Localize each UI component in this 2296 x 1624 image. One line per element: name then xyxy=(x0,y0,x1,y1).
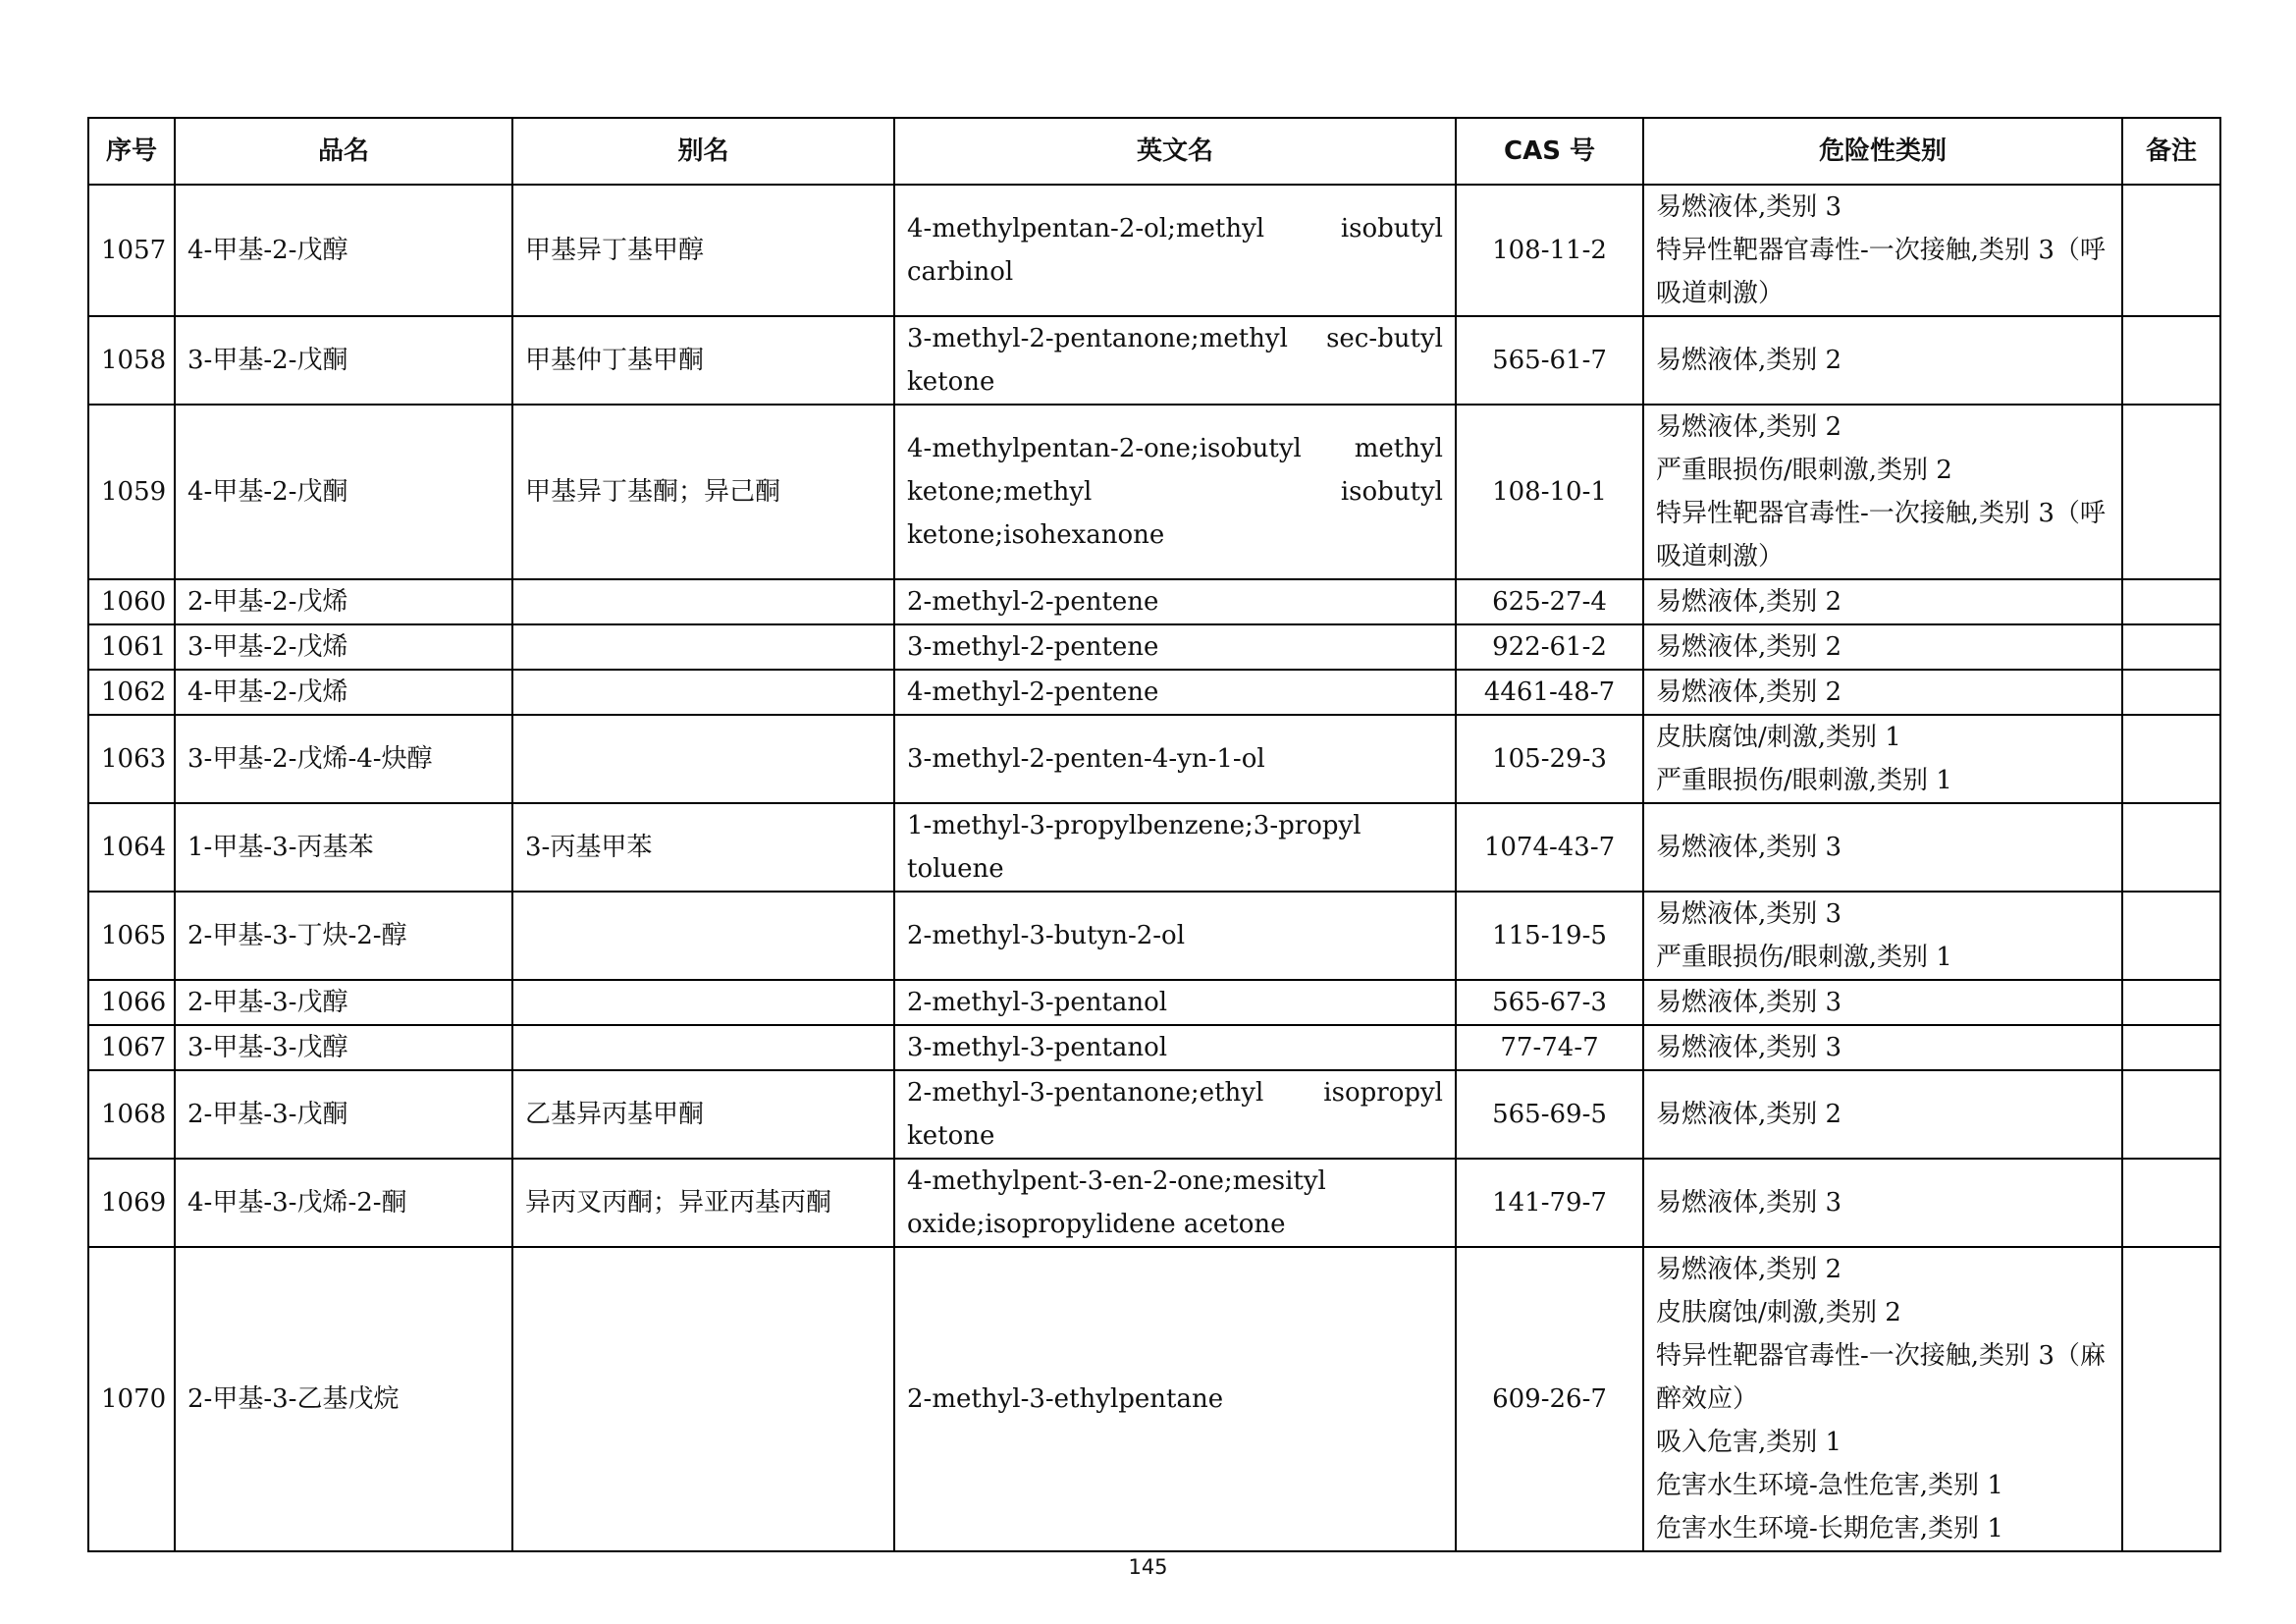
cell-cas: 1074-43-7 xyxy=(1456,803,1643,892)
cell-name: 3-甲基-3-戊醇 xyxy=(175,1025,512,1070)
cell-english: 3-methyl-3-pentanol xyxy=(894,1025,1456,1070)
hazard-line: 易燃液体,类别 3 xyxy=(1656,1033,1842,1062)
cell-hazard xyxy=(1643,670,2122,715)
cell-hazard xyxy=(1643,892,2122,980)
table-row xyxy=(88,1247,2220,1551)
cell-hazard xyxy=(1643,579,2122,624)
hazard-line: 危害水生环境-长期危害,类别 1 xyxy=(1656,1514,2003,1543)
cell-cas: 108-11-2 xyxy=(1456,185,1643,316)
cell-remark xyxy=(2122,980,2220,1025)
cell-name: 2-甲基-3-丁炔-2-醇 xyxy=(175,892,512,980)
cell-cas: 77-74-7 xyxy=(1456,1025,1643,1070)
cell-alias: 甲基仲丁基甲酮 xyxy=(512,316,894,405)
cell-english: 3-methyl-2-penten-4-yn-1-ol xyxy=(894,715,1456,803)
header-cas: CAS 号 xyxy=(1456,118,1643,185)
hazard-line: 严重眼损伤/眼刺激,类别 1 xyxy=(1656,943,1952,972)
hazard-line: 易燃液体,类别 3 xyxy=(1656,1188,1842,1218)
hazard-line: 皮肤腐蚀/刺激,类别 1 xyxy=(1656,723,1901,752)
cell-remark xyxy=(2122,1159,2220,1247)
cell-index: 1059 xyxy=(88,405,175,579)
cell-name: 4-甲基-2-戊醇 xyxy=(175,185,512,316)
cell-alias: 异丙叉丙酮；异亚丙基丙酮 xyxy=(512,1159,894,1247)
header-name: 品名 xyxy=(175,118,512,185)
header-remark: 备注 xyxy=(2122,118,2220,185)
hazard-line: 易燃液体,类别 3 xyxy=(1656,833,1842,862)
table-row xyxy=(88,1070,2220,1159)
cell-hazard xyxy=(1643,980,2122,1025)
cell-remark xyxy=(2122,1070,2220,1159)
hazard-line: 特异性靶器官毒性-一次接触,类别 3（麻醉效应） xyxy=(1656,1341,2106,1414)
cell-remark xyxy=(2122,1247,2220,1551)
cell-hazard xyxy=(1643,715,2122,803)
hazard-line: 严重眼损伤/眼刺激,类别 1 xyxy=(1656,766,1952,795)
cell-cas: 141-79-7 xyxy=(1456,1159,1643,1247)
cell-hazard xyxy=(1643,1159,2122,1247)
cell-cas: 565-67-3 xyxy=(1456,980,1643,1025)
table-row xyxy=(88,579,2220,624)
cell-english: 2-methyl-2-pentene xyxy=(894,579,1456,624)
cell-english: 4-methylpent-3-en-2-one;mesityl oxide;isopropylidene acetone xyxy=(894,1159,1456,1247)
cell-index: 1062 xyxy=(88,670,175,715)
cell-remark xyxy=(2122,185,2220,316)
cell-remark xyxy=(2122,715,2220,803)
cell-index: 1065 xyxy=(88,892,175,980)
hazard-line: 易燃液体,类别 2 xyxy=(1656,1100,1842,1129)
hazard-line: 易燃液体,类别 3 xyxy=(1656,988,1842,1017)
cell-cas: 115-19-5 xyxy=(1456,892,1643,980)
cell-alias xyxy=(512,1025,894,1070)
cell-index: 1063 xyxy=(88,715,175,803)
cell-hazard xyxy=(1643,1025,2122,1070)
cell-hazard xyxy=(1643,405,2122,579)
cell-remark xyxy=(2122,624,2220,670)
table-row xyxy=(88,185,2220,316)
cell-alias: 3-丙基甲苯 xyxy=(512,803,894,892)
cell-name: 2-甲基-3-戊酮 xyxy=(175,1070,512,1159)
cell-name: 4-甲基-3-戊烯-2-酮 xyxy=(175,1159,512,1247)
hazard-line: 易燃液体,类别 2 xyxy=(1656,677,1842,707)
table-row xyxy=(88,803,2220,892)
hazard-line: 严重眼损伤/眼刺激,类别 2 xyxy=(1656,456,1952,485)
cell-remark xyxy=(2122,316,2220,405)
cell-remark xyxy=(2122,892,2220,980)
cell-hazard xyxy=(1643,1070,2122,1159)
cell-index: 1058 xyxy=(88,316,175,405)
cell-hazard xyxy=(1643,624,2122,670)
hazard-line: 易燃液体,类别 3 xyxy=(1656,192,1842,222)
cell-name: 3-甲基-2-戊烯 xyxy=(175,624,512,670)
cell-alias xyxy=(512,670,894,715)
hazard-line: 易燃液体,类别 2 xyxy=(1656,1255,1842,1284)
cell-name: 2-甲基-3-戊醇 xyxy=(175,980,512,1025)
cell-alias xyxy=(512,980,894,1025)
cell-english: 4-methylpentan-2-ol;methyl isobutyl carbinol xyxy=(894,185,1456,316)
cell-english: 3-methyl-2-pentanone;methyl sec-butyl ketone xyxy=(894,316,1456,405)
cell-remark xyxy=(2122,405,2220,579)
cell-remark xyxy=(2122,1025,2220,1070)
cell-index: 1057 xyxy=(88,185,175,316)
cell-cas: 108-10-1 xyxy=(1456,405,1643,579)
cell-name: 2-甲基-2-戊烯 xyxy=(175,579,512,624)
table-row xyxy=(88,316,2220,405)
cell-index: 1066 xyxy=(88,980,175,1025)
cell-index: 1068 xyxy=(88,1070,175,1159)
page-number: 145 xyxy=(1128,1555,1168,1579)
cell-cas: 565-69-5 xyxy=(1456,1070,1643,1159)
cell-alias: 甲基异丁基酮；异己酮 xyxy=(512,405,894,579)
cell-english: 2-methyl-3-pentanone;ethyl isopropyl ketone xyxy=(894,1070,1456,1159)
cell-cas: 922-61-2 xyxy=(1456,624,1643,670)
cell-cas: 625-27-4 xyxy=(1456,579,1643,624)
cell-english: 4-methylpentan-2-one;isobutyl methyl ketone;methyl isobutyl ketone;isohexanone xyxy=(894,405,1456,579)
hazard-line: 易燃液体,类别 2 xyxy=(1656,632,1842,662)
hazard-line: 易燃液体,类别 3 xyxy=(1656,899,1842,929)
table-row xyxy=(88,405,2220,579)
cell-cas: 565-61-7 xyxy=(1456,316,1643,405)
table-row xyxy=(88,715,2220,803)
cell-cas: 4461-48-7 xyxy=(1456,670,1643,715)
header-row xyxy=(88,118,2220,185)
cell-index: 1070 xyxy=(88,1247,175,1551)
cell-alias xyxy=(512,1247,894,1551)
cell-cas: 105-29-3 xyxy=(1456,715,1643,803)
cell-alias xyxy=(512,892,894,980)
header-index: 序号 xyxy=(88,118,175,185)
cell-cas: 609-26-7 xyxy=(1456,1247,1643,1551)
table-row xyxy=(88,670,2220,715)
cell-english: 4-methyl-2-pentene xyxy=(894,670,1456,715)
cell-alias: 甲基异丁基甲醇 xyxy=(512,185,894,316)
header-alias: 别名 xyxy=(512,118,894,185)
cell-remark xyxy=(2122,803,2220,892)
cell-remark xyxy=(2122,579,2220,624)
cell-alias: 乙基异丙基甲酮 xyxy=(512,1070,894,1159)
cell-english: 1-methyl-3-propylbenzene;3-propyl toluene xyxy=(894,803,1456,892)
hazard-line: 特异性靶器官毒性-一次接触,类别 3（呼吸道刺激） xyxy=(1656,236,2106,308)
hazard-line: 易燃液体,类别 2 xyxy=(1656,587,1842,617)
cell-remark xyxy=(2122,670,2220,715)
cell-index: 1060 xyxy=(88,579,175,624)
table-body xyxy=(88,185,2220,1551)
cell-alias xyxy=(512,624,894,670)
cell-english: 2-methyl-3-ethylpentane xyxy=(894,1247,1456,1551)
table-row xyxy=(88,1025,2220,1070)
cell-name: 3-甲基-2-戊酮 xyxy=(175,316,512,405)
cell-alias xyxy=(512,579,894,624)
cell-name: 1-甲基-3-丙基苯 xyxy=(175,803,512,892)
cell-name: 4-甲基-2-戊酮 xyxy=(175,405,512,579)
cell-english: 3-methyl-2-pentene xyxy=(894,624,1456,670)
cell-hazard xyxy=(1643,316,2122,405)
chemical-table xyxy=(87,117,2221,1552)
cell-name: 4-甲基-2-戊烯 xyxy=(175,670,512,715)
table-row xyxy=(88,624,2220,670)
hazard-line: 易燃液体,类别 2 xyxy=(1656,412,1842,442)
cell-hazard xyxy=(1643,803,2122,892)
table-row xyxy=(88,980,2220,1025)
header-english: 英文名 xyxy=(894,118,1456,185)
cell-english: 2-methyl-3-butyn-2-ol xyxy=(894,892,1456,980)
hazard-line: 皮肤腐蚀/刺激,类别 2 xyxy=(1656,1298,1901,1327)
cell-name: 3-甲基-2-戊烯-4-炔醇 xyxy=(175,715,512,803)
table-row xyxy=(88,1159,2220,1247)
cell-english: 2-methyl-3-pentanol xyxy=(894,980,1456,1025)
cell-alias xyxy=(512,715,894,803)
cell-hazard xyxy=(1643,1247,2122,1551)
hazard-line: 危害水生环境-急性危害,类别 1 xyxy=(1656,1471,2003,1500)
header-hazard: 危险性类别 xyxy=(1643,118,2122,185)
hazard-line: 特异性靶器官毒性-一次接触,类别 3（呼吸道刺激） xyxy=(1656,499,2106,571)
hazard-line: 易燃液体,类别 2 xyxy=(1656,346,1842,375)
cell-index: 1061 xyxy=(88,624,175,670)
cell-index: 1069 xyxy=(88,1159,175,1247)
cell-index: 1064 xyxy=(88,803,175,892)
hazard-line: 吸入危害,类别 1 xyxy=(1656,1428,1842,1457)
table-row xyxy=(88,892,2220,980)
cell-hazard xyxy=(1643,185,2122,316)
cell-index: 1067 xyxy=(88,1025,175,1070)
cell-name: 2-甲基-3-乙基戊烷 xyxy=(175,1247,512,1551)
